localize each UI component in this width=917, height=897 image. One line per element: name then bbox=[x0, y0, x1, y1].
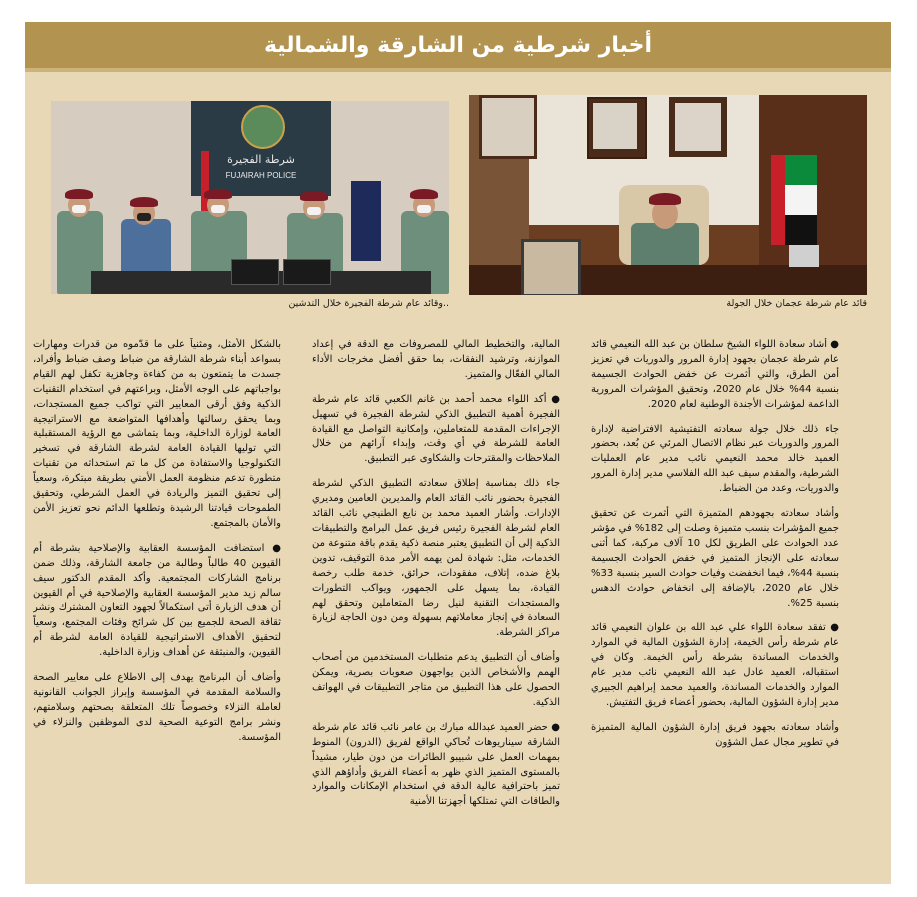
paragraph: ● أكد اللواء محمد أحمد بن غانم الكعبي قائد عام شرطة الفجيرة أهمية التطبيق الذكي لشرطة الفجيرة في تسهيل الإجراءات المقدمة للمتعاملين، وإمكانية التواصل مع القيادة العامة للشرطة في أي وقت، وإبداء آرائهم من خلال الملاحظات والمقترحات والشكاوى عبر التطبيق. bbox=[312, 393, 560, 465]
fujairah-launch-photo bbox=[51, 101, 449, 294]
paragraph: ● أشاد سعادة اللواء الشيخ سلطان بن عبد الله النعيمي قائد عام شرطة عجمان بجهود إدارة المرور والدوريات في تعزيز أمن الطرق، والتي أثمرت عن خفض الحوادث الجسيمة بنسبة 44% خلال عام 2020، وتحقيق المؤشرات المرورية الداعمة لمؤشرات الأجندة الوطنية لعام 2020. bbox=[591, 339, 839, 410]
page-headline: أخبار شرطية من الشارقة والشمالية bbox=[263, 32, 653, 58]
police-flag bbox=[351, 181, 381, 261]
article-column-2 bbox=[312, 338, 560, 856]
newspaper-page bbox=[25, 22, 891, 884]
paragraph: جاء ذلك خلال جولة سعادته التفتيشية الافتراضية لإدارة المرور والدوريات عبر نظام الاتصال المرئي عن بُعد، بحضور العميد خالد محمد النعيمي نائب مدير عام العمليات الشرطية، والمقدم سيف عبد الله الفلاسي مدير إدارة المرور والدوريات، وعدد من الضباط. bbox=[591, 423, 839, 495]
paragraph: وأشاد سعادته بجهودهم المتميزة التي أثمرت عن تحقيق جميع المؤشرات بنسب متميزة وصلت إلى 182% في مؤشر عدد الحوادث على الطريق لكل 10 آلاف مركبة، كما أثنى سعادته على الإنجاز المتميز في خفض الحوادث الجسيمة بنسبة 44%، فيما انخفضت وفيات حوادث السير بنسبة 33% خلال عام 2020، بالإضافة إلى انخفاض حوادث الدهس بنسبة 25%. bbox=[591, 508, 839, 609]
right-photo-caption: قائد عام شرطة عجمان خلال الجولة bbox=[726, 298, 867, 309]
sign-text-en: FUJAIRAH POLICE bbox=[225, 171, 297, 180]
paragraph: ● استضافت المؤسسة العقابية والإصلاحية بشرطة أم القيوين 40 طالباً وطالبة من جامعة الشارقة، وذلك ضمن برنامج الشاركات المجتمعية. وأكد المقدم الدكتور سيف سالم زيد مدير المؤسسة العقابية والإصلاحية في أم القيوين أن هدف الزيارة أتى استكمالاً لجهود التعاون المشترك ونشر ثقافة الصحة للجميع بين كل شرائح وفئات المجتمع، وسعياً لتحقيق الأهداف الاستراتيجية للقيادة العامة لشرطة أم القيوين، والمنبثقة عن أهداف وزارة الداخلية. bbox=[33, 542, 281, 659]
paragraph: وأضاف أن التطبيق يدعم متطلبات المستخدمين من أصحاب الهمم والأشخاص الذين يواجهون صعوبات بصرية، ويمكن الحصول على هذا التطبيق من متاجر التطبيقات في الهواتف الذكية. bbox=[312, 652, 560, 708]
uae-flag bbox=[771, 155, 785, 245]
left-photo-caption: ..وقائد عام شرطة الفجيرة خلال التدشين bbox=[288, 298, 449, 309]
portrait-frame bbox=[479, 95, 537, 159]
paragraph: ● تفقد سعادة اللواء علي عبد الله بن علوان النعيمي قائد عام شرطة رأس الخيمة، إدارة الشؤون المالية في الموارد والخدمات المساندة بشرطة رأس الخيمة. وكان في استقباله، العميد عادل عبد الله النعيمي نائب مدير عام الموارد والخدمات المساندة، والعميد محمد إبراهيم الجبيري مدير إدارة الشؤون المالية، بحضور أعضاء فريق التفتيش. bbox=[591, 622, 839, 708]
ajman-commander-photo bbox=[469, 95, 867, 295]
article-column-3 bbox=[33, 338, 281, 856]
paragraph: وأضاف أن البرنامج يهدف إلى الاطلاع على معايير الصحة والسلامة المقدمة في المؤسسة وإبراز الجوانب القانونية لعاملة النزلاء وخصوصاً تلك المتعلقة بصحتهم وسلامتهم، ونشر برامج التوعية الصحية لدى الموظفين والنزلاء في المؤسسة. bbox=[33, 672, 281, 743]
banner-rule bbox=[25, 68, 891, 72]
headline-banner bbox=[25, 22, 891, 68]
sign-text-ar: شرطة الفجيرة bbox=[227, 153, 295, 166]
paragraph: بالشكل الأمثل، ومثنياً على ما قدّموه من قدرات ومهارات بسواعد أبناء شرطة الشارقة من ضباط وصف ضباط وأفراد، جسدت ما يتمتعون به من كفاءة وجاهزية تكفل لهم القيام بواجباتهم على الوجه الأمثل، وبراعتهم في استخدام التقنيات الذكية وفق أرقى المعايير التي تواكب جميع المستجدات، وبما يحقق رسالتها وأهدافها المتواضعة مع الاستراتيجية العامة لوزارة الداخلية، وبما يتماشى مع الرؤية المستقبلية التي توليها القيادة العامة لشرطة الشارقة في تسخير التكنولوجيا والاستفادة من كل ما تم استحداثه من تقنيات متطورة تدعم منظومة العمل الأمني بطريقة مبتكرة، وسعياً إلى تحقيق التميز والريادة في العمل الشرطي، وتحقيق الطموحات قيادتنا الرشيدة وتطلعها الدائم نحو تعزيز الأمن والأمان بالمجتمع. bbox=[33, 339, 281, 529]
paragraph: المالية، والتخطيط المالي للمصروفات مع الدقة في إعداد الموازنة، وترشيد النفقات، بما حقق أفضل مخرجات الأداء المالي الفعّال والمتميز. bbox=[312, 339, 560, 380]
police-emblem bbox=[241, 105, 285, 149]
paragraph: ● حضر العميد عبدالله مبارك بن عامر نائب قائد عام شرطة الشارقة سيناريوهات تُحاكي الواقع لفريق (الدرون) المنوط بمهمات العمل على شبيبو الطائرات من دون طيار، مشيداً بالمستوى المتميز الذي ظهر به أعضاء الفريق وأداؤهم الذي تميز باحترافية عالية الدقة في استخدام الإمكانات والموارد والطاقات التي تمتلكها أجهزتنا الأمنية bbox=[312, 721, 560, 808]
desk-photo-frame bbox=[521, 239, 581, 295]
paragraph: وأشاد سعادته بجهود فريق إدارة الشؤون المالية المتميزة في تطوير مجال عمل الشؤون bbox=[591, 721, 839, 748]
article-column-1 bbox=[591, 338, 839, 856]
paragraph: جاء ذلك بمناسبة إطلاق سعادته التطبيق الذكي لشرطة الفجيرة بحضور نائب القائد العام والمديرين العامين ومديري الإدارات. وأشار العميد محمد بن نايع الطنيجي نائب القائد العام لشرطة الفجيرة رئيس فريق عمل البرامج والتطبيقات الذكية إلى أن التطبيق يعتبر منصة ذكية يقدم باقة متنوعة من الخدمات، مثل: شهادة لمن يهمه الأمر مدة التوقيف، تدوين بلاغ ضده، إتلاف، مفقودات، حرائق، خدمة طلب رخصة القيادة، بما يسهل على الجمهور، ويواكب التطورات والمستجدات التقنية لنيل رضا المتعاملين وتحقق لهم السعادة في إنجاز معاملاتهم بسهولة ومن دون الحاجة لزيارة مراكز الشرطة. bbox=[312, 478, 560, 639]
